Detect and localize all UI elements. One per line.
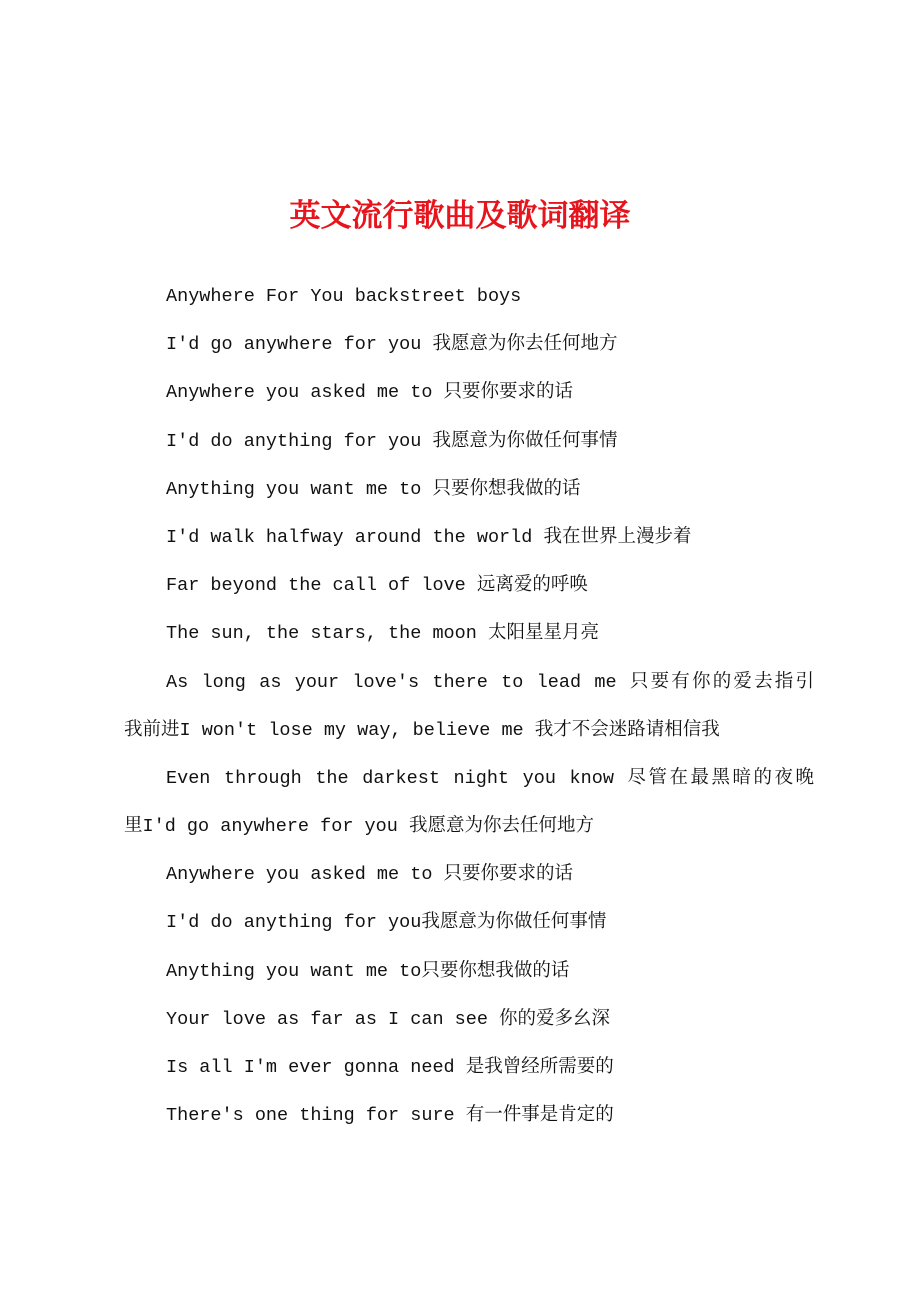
lyric-line: The sun, the stars, the moon 太阳星星月亮 (166, 623, 599, 645)
lyric-line: Far beyond the call of love 远离爱的呼唤 (166, 575, 588, 597)
lyric-line: Anywhere you asked me to 只要你要求的话 (166, 382, 574, 404)
lyric-line: Even through the darkest night you know 尽管在最黑暗的夜晚 (166, 767, 814, 789)
lyric-line: I'd do anything for you 我愿意为你做任何事情 (166, 430, 618, 452)
lyrics-body (124, 273, 814, 1140)
lyric-line: Anything you want me to只要你想我做的话 (166, 960, 570, 982)
lyric-line: Anywhere you asked me to 只要你要求的话 (166, 864, 574, 886)
lyric-line: Anywhere For You backstreet boys (166, 286, 522, 307)
lyric-line: 我前进I won't lose my way, believe me 我才不会迷路请相信我 (124, 719, 720, 741)
lyric-line: I'd go anywhere for you 我愿意为你去任何地方 (166, 334, 618, 356)
lyric-line: Your love as far as I can see 你的爱多幺深 (166, 1008, 611, 1030)
document-title: 英文流行歌曲及歌词翻译 (289, 198, 631, 234)
lyric-line: I'd do anything for you我愿意为你做任何事情 (166, 912, 607, 934)
lyric-line: As long as your love's there to lead me 只要有你的爱去指引 (166, 671, 814, 693)
lyric-line: 里I'd go anywhere for you 我愿意为你去任何地方 (124, 816, 594, 838)
lyric-line: Anything you want me to 只要你想我做的话 (166, 478, 581, 500)
lyric-line: There's one thing for sure 有一件事是肯定的 (166, 1105, 614, 1127)
lyric-line: Is all I'm ever gonna need 是我曾经所需要的 (166, 1057, 614, 1078)
lyric-line: I'd walk halfway around the world 我在世界上漫步着 (166, 526, 692, 548)
